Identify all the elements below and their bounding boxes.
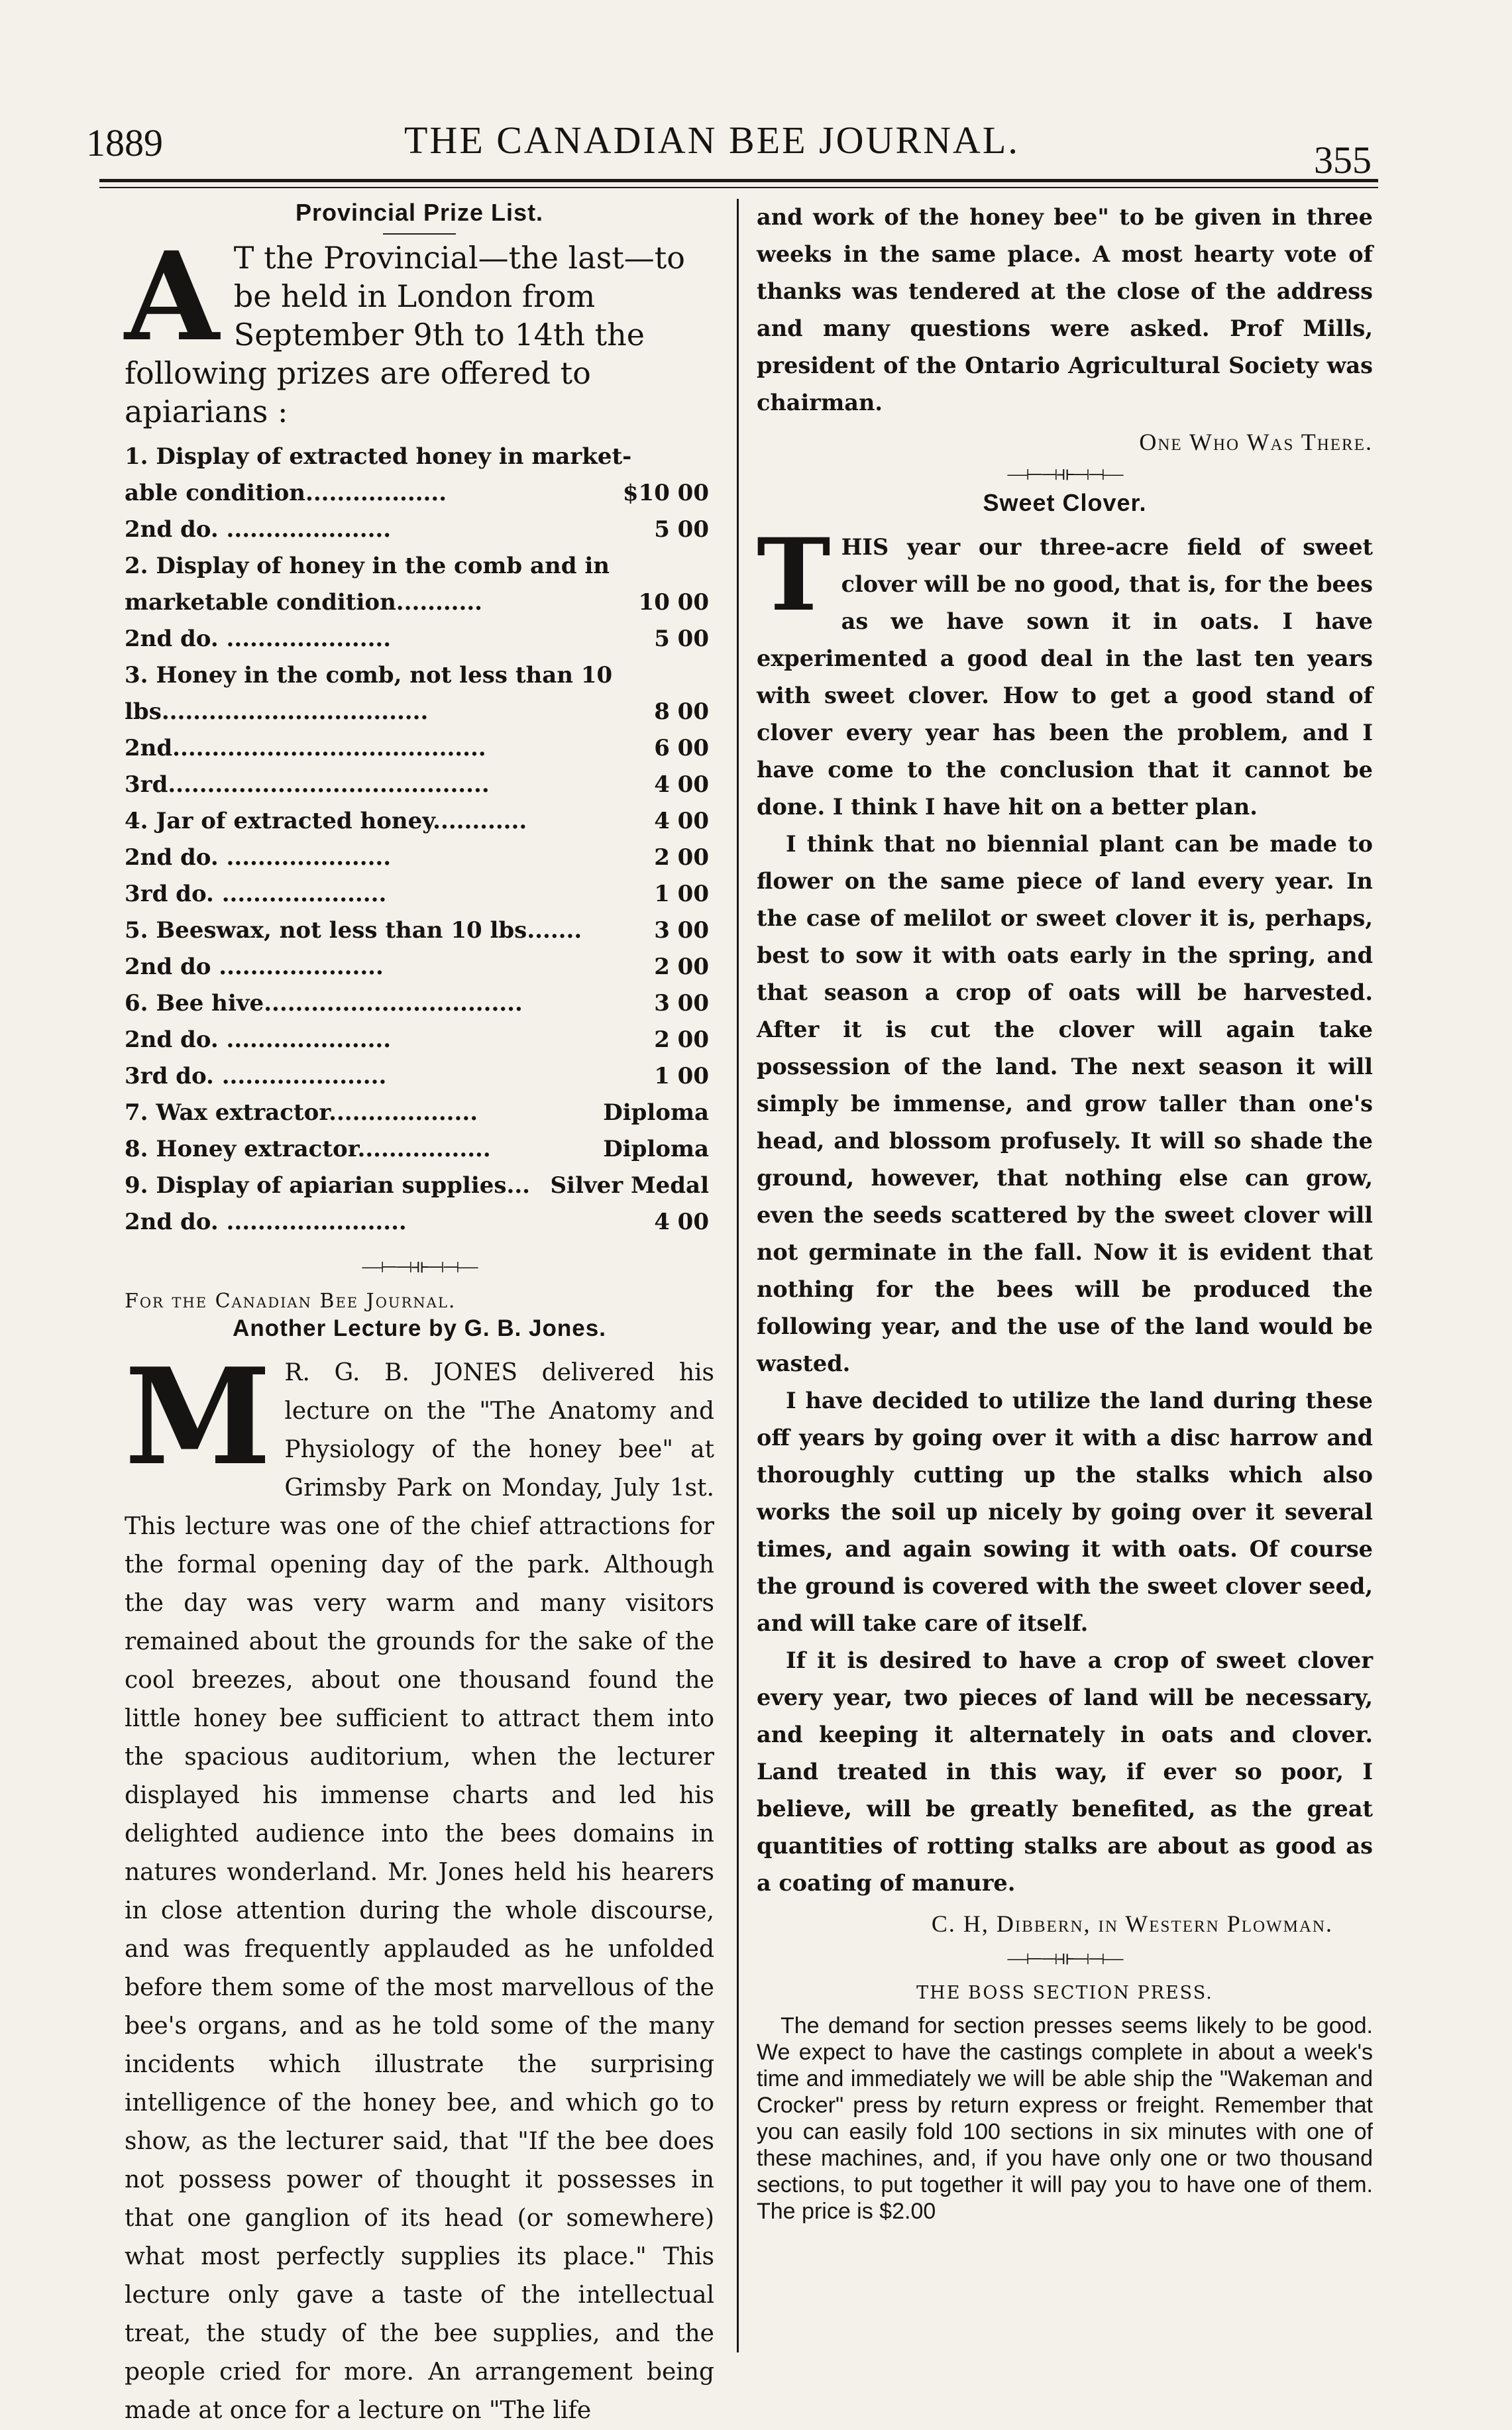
prize-row: 2nd do. ..................... 2 00 — [125, 1026, 709, 1053]
prize-row: 6. Bee hive................................. 3 00 — [125, 990, 709, 1017]
header-rule-thin — [99, 187, 1378, 188]
for-line: For the Canadian Bee Journal. — [125, 1290, 457, 1313]
prize-row: marketable condition........... 10 00 — [125, 589, 709, 616]
prize-row: 4. Jar of extracted honey............ 4 00 — [125, 808, 709, 834]
lecture-signature: One Who Was There. — [1139, 429, 1373, 455]
page-header — [86, 106, 1372, 182]
prize-row: 8. Honey extractor................. Diploma — [125, 1136, 709, 1162]
left-column — [125, 199, 714, 2430]
boss-heading: THE BOSS SECTION PRESS. — [916, 1983, 1213, 2003]
lecture-body: R. G. B. JONES delivered his lecture on the "The Anatomy and Physiology of the honey bee" at Grimsby Park on Monday, July 1st. This lecture was one of the chief attractions for the formal opening day of the park. Although the day was very warm and many visitors remained about the grounds for the sake of the cool breezes, about one thousand found the little honey bee sufficient to attract them into the spacious auditorium, when the lecturer displayed his immense charts and led his delighted audience into the bees domains in natures wonderland. Mr. Jones held his hearers in close attention during the whole discourse, and was frequently applauded as he unfolded before them some of the most marvellous of the bee's organs, and as he told some of the many incidents which illustrate the surprising intelligence of the honey bee, and which go to show, as the lecturer said, that "If the bee does not possess power of thought it possesses in that one ganglion of its head (or somewhere) what most perfectly supplies its place." This lecture only gave a taste of the intellectual treat, the study of the bee supplies, and the people cried for more. An arrangement being made at once for a lecture on "The life — [125, 1359, 714, 2424]
prize-row: lbs.................................. 8 00 — [125, 698, 709, 725]
lecture-heading: Another Lecture by G. B. Jones. — [233, 1315, 606, 1341]
prize-table — [125, 439, 714, 1241]
prize-row: 2nd do. ..................... 5 00 — [125, 516, 709, 543]
heading-rule — [383, 233, 456, 235]
prize-row: able condition.................. $10 00 — [125, 480, 709, 506]
prize-row: 3rd do. ..................... 1 00 — [125, 881, 709, 907]
prize-row: 9. Display of apiarian supplies... Silver Medal — [125, 1172, 709, 1199]
column-divider — [737, 199, 739, 2352]
journal-title: THE CANADIAN BEE JOURNAL. — [404, 119, 1020, 162]
sweet-clover-para-3: I have decided to utilize the land during these off years by going over it with a disc harrow and thoroughly cutting up the stalks which also works the soil up nicely by going over it several times, and again sowing it with oats. Of course the ground is covered with the sweet clover seed, and will take care of itself. — [757, 1388, 1373, 1636]
page-number: 355 — [1314, 138, 1372, 182]
prize-row: 2nd do ..................... 2 00 — [125, 954, 709, 980]
prize-list-intro — [125, 225, 714, 431]
prize-row: 2nd do. ..................... 5 00 — [125, 626, 709, 652]
prize-row: 2nd do. ....................... 4 00 — [125, 1209, 709, 1235]
dropcap-t: T — [757, 517, 831, 634]
right-column — [757, 199, 1373, 2225]
ornamental-rule: —⟝⟞⟛⟞⟞— — [362, 1255, 477, 1277]
prize-row: 2. Display of honey in the comb and in — [125, 553, 610, 579]
ornamental-rule: —⟝⟞⟛⟞⟞— — [1007, 1947, 1122, 1969]
prize-row: 3. Honey in the comb, not less than 10 — [125, 662, 613, 689]
sweet-clover-para-4: If it is desired to have a crop of sweet clover every year, two pieces of land will be necessary, and keeping it alternately in oats and clover. Land treated in this way, if ever so poor, I believe, will be greatly benefited, as the great quantities of rotting stalks are about as good as a coating of manure. — [757, 1647, 1373, 1896]
sweet-clover-signature: C. H, Dibbern, in Western Plowman. — [931, 1910, 1333, 1937]
sweet-clover-heading: Sweet Clover. — [983, 489, 1147, 516]
header-year: 1889 — [86, 121, 163, 164]
prize-list-intro-text: T the Provincial—the last—to be held in London from September 9th to 14th the following prizes are offered to apiarians : — [125, 240, 685, 429]
prize-row: 2nd do. ..................... 2 00 — [125, 844, 709, 871]
prize-row: 2nd........................................ 6 00 — [125, 735, 709, 761]
lecture-continued: and work of the honey bee" to be given in three weeks in the same place. A most hearty vote of thanks was tendered at the close of the address and many questions were asked. Prof Mills, president of the Ontario Agricultural Society was chairman. — [757, 204, 1373, 415]
ornamental-rule: —⟝⟞⟛⟞⟞— — [1007, 463, 1122, 484]
dropcap-m: M — [125, 1339, 272, 1495]
prize-list-heading: Provincial Prize List. — [295, 199, 544, 226]
sweet-clover-para-2: I think that no biennial plant can be made to flower on the same piece of land every year. In the case of melilot or sweet clover it is, perhaps, best to sow it with oats early in the spring, and that season a crop of oats will be harvested. After it is cut the clover will again take possession of the land. The next season it will simply be immense, and grow taller than one's head, and blossom profusely. It will so shade the ground, however, that nothing else can grow, even the seeds scattered by the sweet clover will not germinate in the fall. Now it is evident that nothing for the bees will be produced the following year, and the use of the land would be wasted. — [757, 831, 1373, 1376]
lecture-text — [125, 1339, 714, 2430]
prize-row: 3rd......................................... 4 00 — [125, 771, 709, 798]
dropcap-a: A — [125, 225, 219, 368]
prize-row: 7. Wax extractor................... Diploma — [125, 1099, 709, 1126]
prize-row: 3rd do. ..................... 1 00 — [125, 1063, 709, 1089]
prize-row: 1. Display of extracted honey in market- — [125, 443, 632, 470]
sweet-clover-para-1: THIS year our three-acre field of sweet clover will be no good, that is, for the bees as we have sown it in oats. I have experimented a good deal in the last ten years with sweet clover. How to get a good stand of clover every year has been the problem, and I have come to the conclusion that it cannot be done. I think I have hit on a better plan. — [757, 517, 1373, 820]
header-rule — [99, 179, 1378, 182]
boss-text: The demand for section presses seems likely to be good. We expect to have the castings complete in about a week's time and immediately we will be able ship the "Wakeman and Crocker" press by return express or freight. Remember that you can easily fold 100 sections in six minutes with one of these machines, and, if you have only one or two thousand sections, to put together it will pay you to have one of them. The price is $2.00 — [757, 2013, 1373, 2224]
prize-row: 5. Beeswax, not less than 10 lbs....... 3 00 — [125, 917, 709, 944]
